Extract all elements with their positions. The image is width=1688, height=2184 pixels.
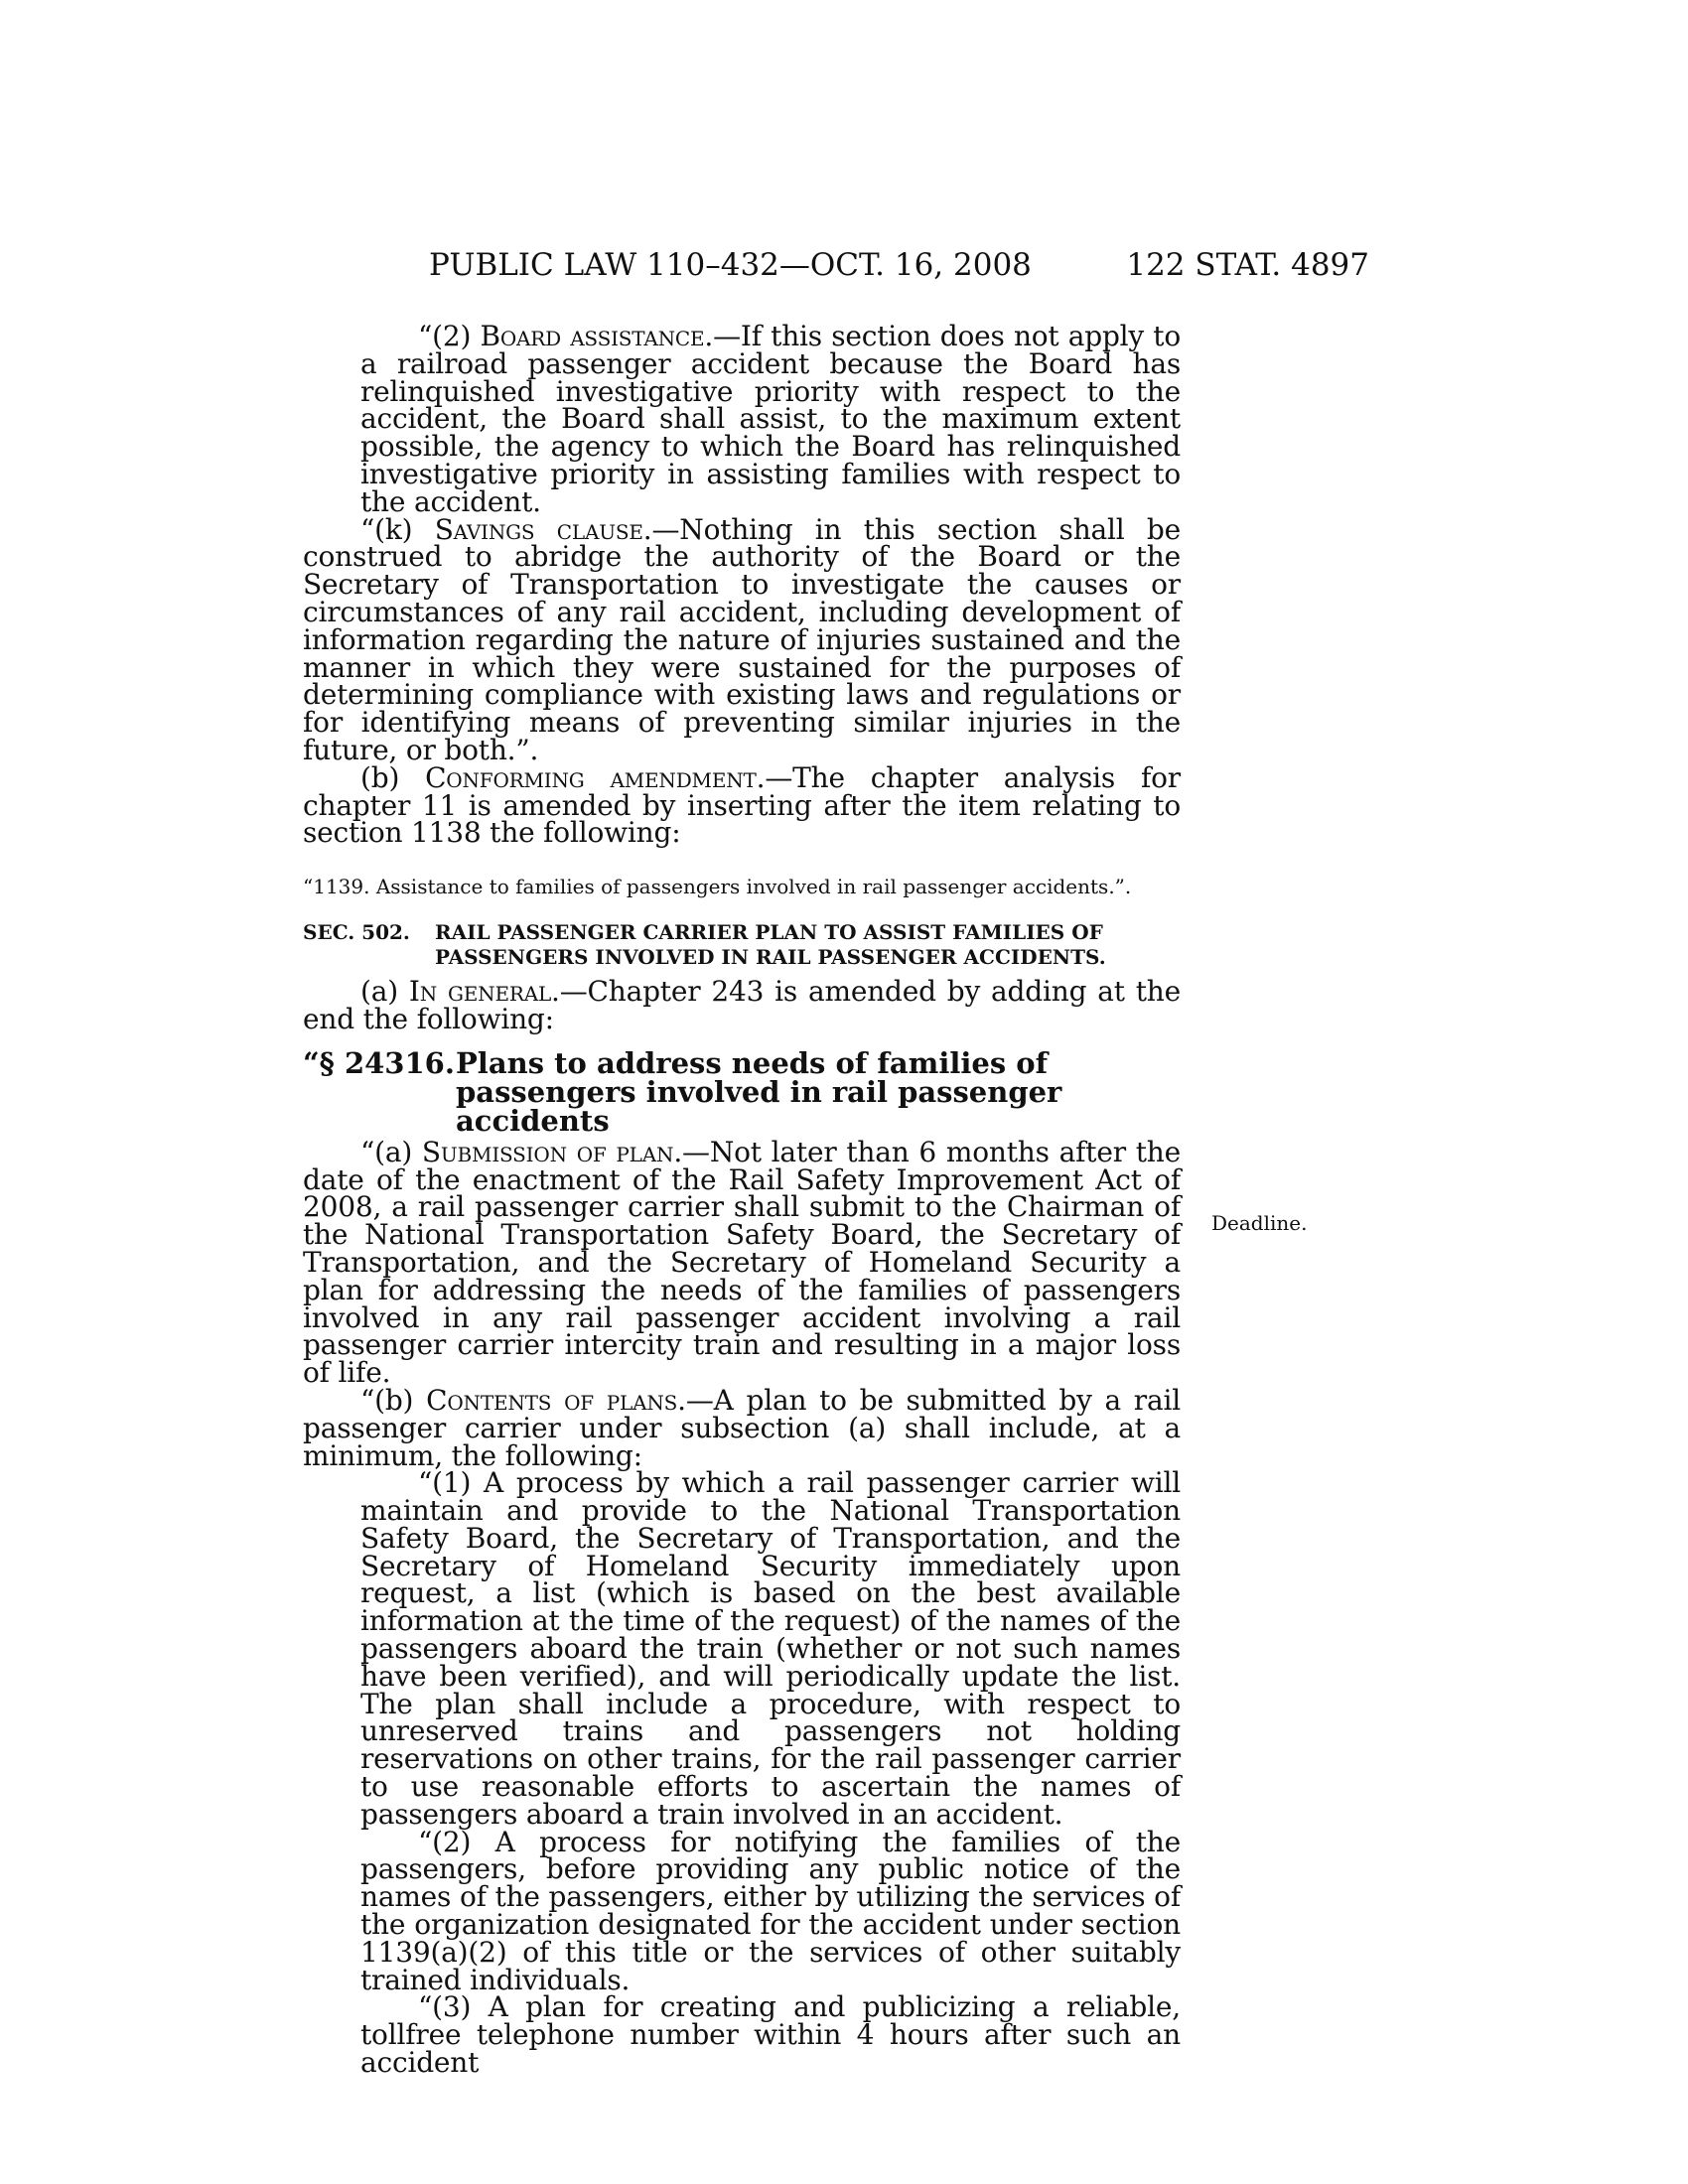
paragraph-item-2: “(2) A process for notifying the families of the passengers, before providing any public notice of the names of the passengers, either by utilizing the services of the organization designated for the accident under section 1139(a)(2) of this title or the services of other suitably trained individuals. — [360, 1825, 1181, 1996]
paragraph-lead: (a) — [360, 975, 409, 1009]
heading-contents-of-plans: Contents of plans — [426, 1383, 678, 1417]
page-reference: 122 STAT. 4897 — [1126, 247, 1369, 283]
paragraph-lead: “(2) — [418, 320, 481, 352]
paragraph-text: .—Chapter 243 is amended by adding at the end the following: — [303, 975, 1181, 1035]
running-header-title: PUBLIC LAW 110–432—OCT. 16, 2008 — [429, 247, 1032, 283]
section-title: RAIL PASSENGER CARRIER PLAN TO ASSIST FAMILIES OF PASSENGERS INVOLVED IN RAIL PASSENGER ACCIDENTS. — [435, 920, 1106, 970]
paragraph-text: .—The chapter analysis for chapter 11 is amended by inserting after the item relating to section 1138 the following: — [303, 760, 1181, 850]
heading-in-general: In general — [408, 975, 552, 1009]
paragraph-submission-of-plan — [303, 1135, 1181, 1390]
paragraph-text: .—Not later than 6 months after the date of the enactment of the Rail Safety Improvement Act of 2008, a rail passenger carrier shall submit to the Chairman of the National Transportation Safety Board, the Secretary of Transportation, and the Secretary of Homeland Security a plan for addressing the needs of the families of passengers involved in any rail passenger accident involving a rail passenger carrier intercity train and resulting in a major loss of life. — [303, 1135, 1181, 1390]
heading-conforming-amendment: Conforming amendment — [425, 760, 757, 794]
section-number: SEC. 502. — [303, 920, 410, 945]
paragraph-item-1: “(1) A process by which a rail passenger carrier will maintain and provide to the National Transportation Safety Board, the Secretary of Transportation, and the Secretary of Homeland Security immediately upon request, a list (which is based on the best available information at the time of the request) of the names of the passengers aboard the train (whether or not such names have been verified), and will periodically update the list. The plan shall include a procedure, with respect to unreserved trains and passengers not holding reservations on other trains, for the rail passenger carrier to use reasonable efforts to ascertain the names of passengers aboard a train involved in an accident. — [360, 1466, 1181, 1831]
paragraph-lead: (b) — [360, 760, 426, 794]
table-of-contents-item: “1139. Assistance to families of passengers involved in rail passenger accidents.”. — [303, 875, 1132, 899]
paragraph-lead: “(k) — [360, 512, 435, 546]
paragraph-board-assistance — [303, 320, 1182, 518]
paragraph-text: .—Nothing in this section shall be construed to abridge the authority of the Board or the Secretary of Transportation to investigate the causes or circumstances of any rail accident, including development of information regarding the nature of injuries sustained and the manner in which they were sustained for the purposes of determining compliance with existing laws and regulations or for identifying means of preventing similar injuries in the future, or both.”. — [303, 512, 1182, 766]
paragraph-savings-clause — [303, 512, 1182, 766]
heading-savings-clause: Savings clause — [434, 512, 643, 546]
paragraph-conforming-amendment — [303, 760, 1181, 850]
paragraph-contents-of-plans — [303, 1383, 1181, 1472]
heading-board-assistance: Board assistance — [480, 320, 705, 352]
heading-submission-of-plan: Submission of plan — [421, 1135, 674, 1168]
paragraph-lead: “(a) — [360, 1135, 422, 1168]
paragraph-item-3: “(3) A plan for creating and publicizing a reliable, tollfree telephone number within 4 hours after such an accident — [360, 1990, 1181, 2080]
section-title: Plans to address needs of families of passengers involved in rail passenger accidents — [456, 1045, 1062, 1138]
paragraph-lead: “(b) — [360, 1383, 427, 1417]
document-body — [303, 320, 1182, 2080]
paragraph-text: .—If this section does not apply to a railroad passenger accident because the Board has relinquished investigative priority with respect to the accident, the Board shall assist, to the maximum extent possible, the agency to which the Board has relinquished investigative priority in assisting families with respect to the accident. — [360, 320, 1182, 518]
paragraph-in-general — [303, 975, 1181, 1035]
section-24316-heading — [303, 1045, 1181, 1138]
paragraph-text: .—A plan to be submitted by a rail passenger carrier under subsection (a) shall include, at a minimum, the following: — [303, 1383, 1181, 1472]
margin-note-deadline: Deadline. — [1211, 1211, 1308, 1235]
section-502-heading — [303, 920, 1181, 970]
section-number: “§ 24316. — [303, 1045, 455, 1080]
